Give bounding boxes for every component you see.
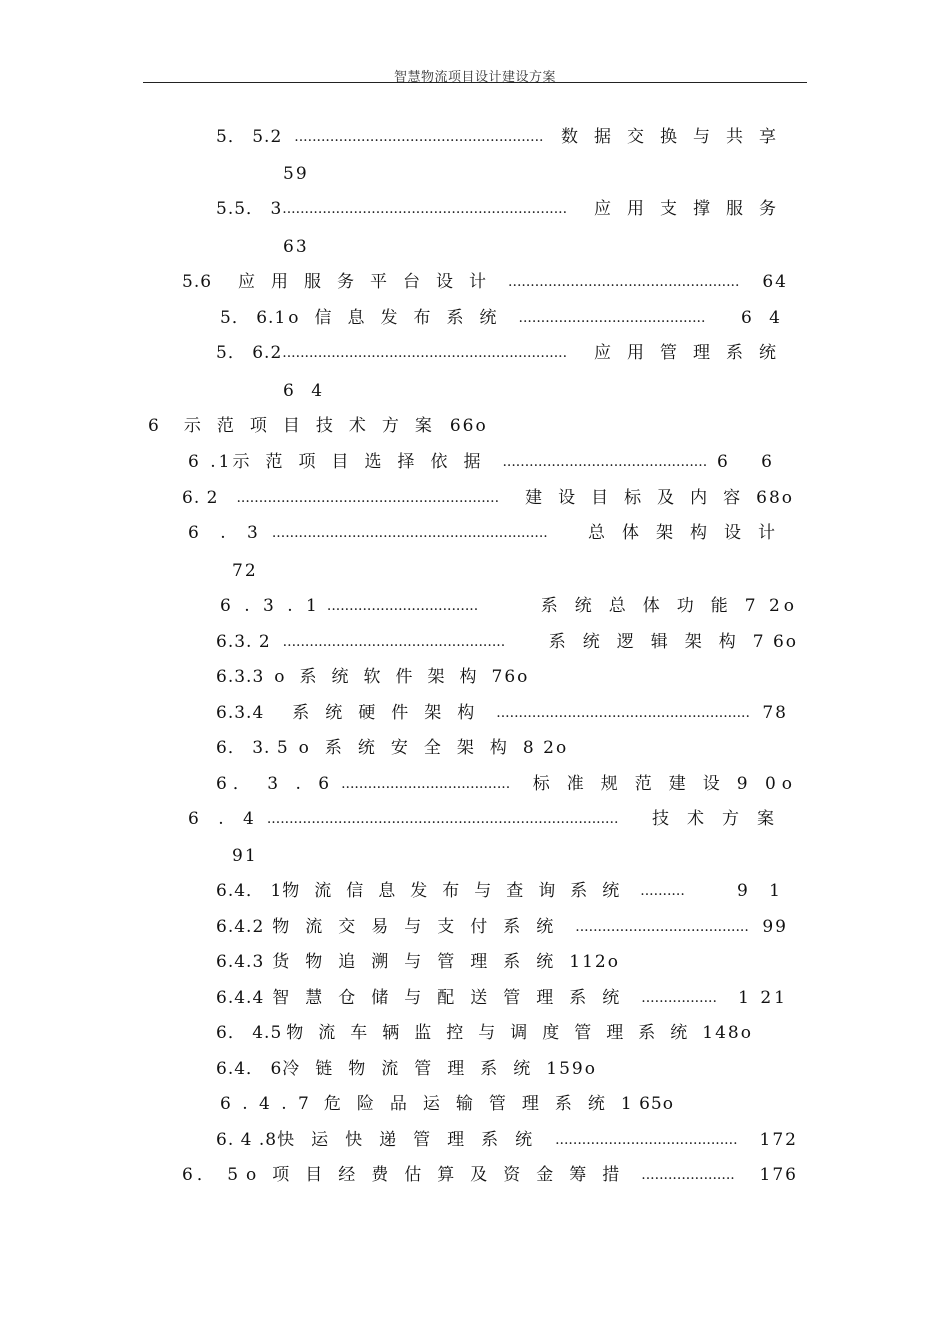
toc-number: 6． 5 <box>182 1165 243 1185</box>
toc-entry[interactable] <box>148 414 488 438</box>
toc-entry[interactable] <box>216 772 798 796</box>
toc-page-number: 72 <box>232 561 258 581</box>
toc-title: 物流车辆监控与调度管理系统 <box>286 1023 703 1043</box>
toc-title: 数据交换与共享 <box>561 127 792 147</box>
toc-page-number: 112ο <box>569 952 620 972</box>
toc-entry[interactable] <box>216 915 788 939</box>
toc-number: 6.4． 6 <box>216 1059 283 1079</box>
toc-number: 6.4.4 <box>216 988 265 1008</box>
toc-number: 6. 2 <box>182 488 219 508</box>
toc-title: 系统逻辑架构 <box>548 632 753 652</box>
toc-title: ο系统安全架构 <box>298 738 523 758</box>
toc-leader: .......... <box>640 883 685 899</box>
toc-leader: .................................................... <box>508 274 740 290</box>
toc-number: 6.4.2 <box>216 917 265 937</box>
toc-page-number: 1 65ο <box>620 1094 674 1114</box>
toc-page-number: 6 6 <box>716 452 786 472</box>
toc-entry[interactable] <box>188 450 786 474</box>
toc-page-number: 68ο <box>756 488 794 508</box>
toc-title: 危险品运输管理系统 <box>323 1094 621 1114</box>
toc-leader: ......................................................... <box>496 705 750 721</box>
toc-leader: .............................................. <box>502 454 708 470</box>
toc-title: 系统硬件架构 <box>292 703 491 723</box>
toc-page-number: 99 <box>762 917 788 937</box>
toc-page-number: 6 4 <box>740 308 786 328</box>
toc-title: 货物追溯与管理系统 <box>272 952 570 972</box>
toc-leader: ..................... <box>641 1167 735 1183</box>
toc-entry[interactable] <box>216 630 798 654</box>
toc-page-number: 59 <box>283 164 309 184</box>
toc-page-number: 172 <box>759 1130 798 1150</box>
toc-page-number: 7 6ο <box>752 632 798 652</box>
toc-page-number: 6 4 <box>283 381 329 401</box>
toc-leader: ................................................................ <box>282 345 568 361</box>
toc-page-number: 159ο <box>546 1059 597 1079</box>
toc-number: 6.3. 2 <box>216 632 271 652</box>
toc-page-number: 148ο <box>702 1023 753 1043</box>
toc-number: 6. 4 .8 <box>216 1130 278 1150</box>
toc-title: ο项目经费估算及资金筹措 <box>246 1165 636 1185</box>
toc-page-wrap[interactable] <box>283 379 328 403</box>
toc-entry[interactable] <box>220 306 786 330</box>
toc-number: 5． 5.2 <box>216 127 283 147</box>
toc-number: 6.3.4 <box>216 703 265 723</box>
toc-title: 示范项目选择依据 <box>232 452 497 472</box>
toc-page-wrap[interactable] <box>232 844 258 868</box>
toc-number: 6 <box>148 416 160 436</box>
toc-entry[interactable] <box>188 807 792 831</box>
toc-entry[interactable] <box>182 486 794 510</box>
toc-title: 物流交易与支付系统 <box>272 917 570 937</box>
toc-page-number: 9 1 <box>736 881 788 901</box>
toc-number: 6 . 4 . 7 <box>220 1094 312 1114</box>
toc-entry[interactable] <box>182 270 788 294</box>
toc-entry[interactable] <box>216 879 788 903</box>
toc-page-number: 9 0ο <box>736 774 798 794</box>
toc-entry[interactable] <box>216 736 568 760</box>
toc-number: 6． 3. 5 <box>216 738 289 758</box>
toc-page-wrap[interactable] <box>283 235 309 259</box>
toc-leader: ........................................................... <box>236 490 500 506</box>
toc-leader: .................................. <box>326 598 479 614</box>
toc-number: 6.4.3 <box>216 952 265 972</box>
toc-leader: ......................................... <box>555 1132 738 1148</box>
toc-leader: ....................................... <box>575 919 749 935</box>
toc-title: 技术方案 <box>652 809 792 829</box>
toc-title: ο信息发布系统 <box>288 308 513 328</box>
toc-leader: ............................................................................... <box>266 811 619 827</box>
toc-page-number: 91 <box>232 846 258 866</box>
toc-title: 示范项目技术方案 <box>183 416 448 436</box>
toc-title: 标准规范建设 <box>532 774 737 794</box>
toc-number: 5.6 <box>182 272 213 292</box>
toc-entry[interactable] <box>216 665 529 689</box>
header-title: 智慧物流项目设计建设方案 <box>393 70 556 85</box>
toc-page-number: 1 21 <box>738 988 788 1008</box>
toc-title: 应用服务平台设计 <box>238 272 503 292</box>
toc-leader: .................................................. <box>282 634 506 650</box>
toc-entry[interactable] <box>220 1092 674 1116</box>
toc-title: 系统总体功能 <box>540 596 745 616</box>
toc-leader: ................. <box>641 990 717 1006</box>
toc-title: 应用管理系统 <box>594 343 792 363</box>
toc-title: 建设目标及内容 <box>525 488 757 508</box>
toc-page-number: 78 <box>762 703 788 723</box>
toc-entry[interactable] <box>216 197 792 221</box>
toc-number: 5． 6.2 <box>216 343 283 363</box>
toc-entry[interactable] <box>216 701 788 725</box>
toc-entry[interactable] <box>216 986 788 1010</box>
toc-number: 6． 4.5 <box>216 1023 283 1043</box>
toc-title: 冷链物流管理系统 <box>282 1059 547 1079</box>
toc-entry[interactable] <box>216 1128 798 1152</box>
toc-entry[interactable] <box>216 341 792 365</box>
toc-entry[interactable] <box>188 521 792 545</box>
toc-leader: .......................................... <box>518 310 706 326</box>
toc-entry[interactable] <box>216 125 792 149</box>
toc-number: 6 .1 <box>188 452 233 472</box>
toc-page-number: 63 <box>283 237 309 257</box>
toc-number: 6 . 3 <box>188 523 266 543</box>
toc-entry[interactable] <box>216 1021 753 1045</box>
toc-entry[interactable] <box>216 1057 597 1081</box>
header-rule <box>143 82 807 83</box>
toc-leader: .............................................................. <box>271 525 548 541</box>
toc-title: 智慧仓储与配送管理系统 <box>272 988 636 1008</box>
toc-title: 快运快递管理系统 <box>277 1130 550 1150</box>
toc-title: ο系统软件架构 <box>274 667 492 687</box>
toc-number: 6 . 3 . 1 <box>220 596 321 616</box>
toc-leader: ........................................................ <box>294 129 544 145</box>
toc-page-number: 176 <box>759 1165 798 1185</box>
toc-entry[interactable] <box>182 1163 798 1187</box>
toc-page-number: 7 2ο <box>744 596 798 616</box>
toc-number: 5． 6.1 <box>220 308 287 328</box>
toc-number: 6 . 4 <box>188 809 261 829</box>
toc-number: 6． 3 . 6 <box>216 774 336 794</box>
toc-page-number: 66ο <box>449 416 488 436</box>
toc-page-number: 64 <box>762 272 788 292</box>
toc-number: 5.5． 3 <box>216 199 283 219</box>
toc-page-wrap[interactable] <box>283 162 309 186</box>
toc-entry[interactable] <box>220 594 798 618</box>
toc-page-number: 76ο <box>491 667 530 687</box>
toc-page-number: 8 2ο <box>522 738 569 758</box>
toc-title: 总体架构设计 <box>588 523 792 543</box>
toc-page-wrap[interactable] <box>232 559 258 583</box>
toc-leader: ...................................... <box>341 776 511 792</box>
toc-entry[interactable] <box>216 950 620 974</box>
toc-title: 物流信息发布与查询系统 <box>282 881 635 901</box>
toc-number: 6.4． 1 <box>216 881 283 901</box>
toc-number: 6.3.3 <box>216 667 265 687</box>
toc-title: 应用支撑服务 <box>594 199 792 219</box>
toc-leader: ................................................................ <box>282 201 568 217</box>
